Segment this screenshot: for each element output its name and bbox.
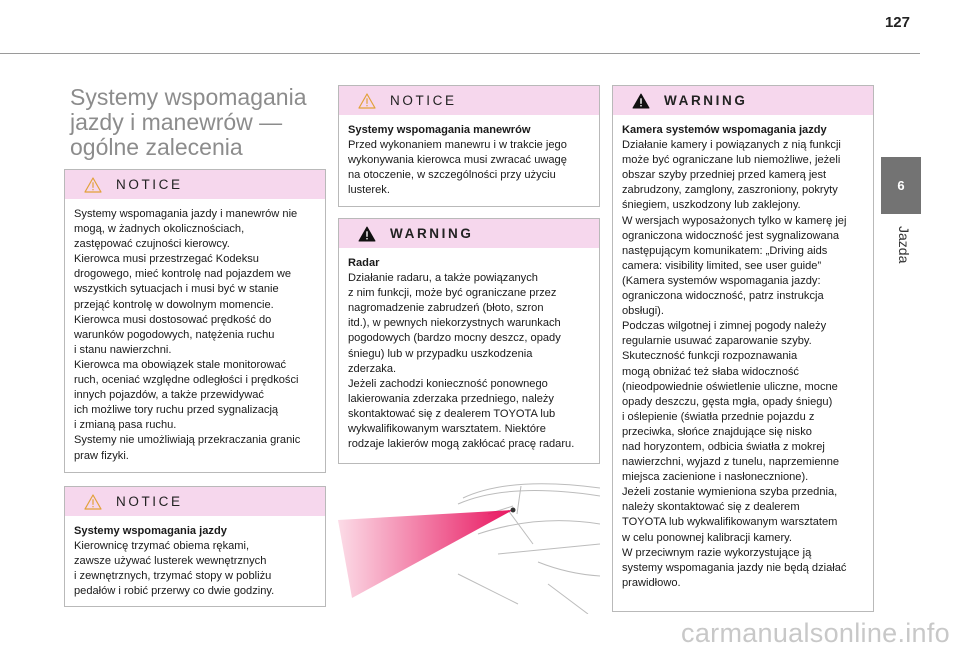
text-line: Skuteczność funkcji rozpoznawania (622, 350, 798, 363)
caution-triangle-outline-icon (84, 177, 102, 193)
notice-label: NOTICE (116, 177, 183, 192)
text-line: drogowego, mieć kontrolę nad pojazdem we (74, 268, 292, 281)
notice-header (339, 86, 599, 115)
text-line: z nim funkcji, może być ograniczane przez (348, 287, 557, 300)
chapter-tab[interactable] (881, 157, 921, 214)
text-line: Kierowca musi przestrzegać Kodeksu (74, 253, 259, 266)
text-line: śniegu) lub w przypadku uszkodzenia (348, 347, 533, 360)
text-line: zderzaka. (348, 362, 397, 375)
chapter-number: 6 (897, 178, 905, 193)
text-line: należy skontaktować się z dealerem (622, 501, 800, 514)
warning-label: WARNING (664, 93, 748, 108)
windshield-outline (458, 484, 600, 614)
text-line: Działanie kamery i powiązanych z nią funkcji (622, 139, 841, 152)
warning-triangle-filled-icon (632, 93, 650, 109)
section-title-line: ogólne zalecenia (70, 134, 243, 160)
text-line: i oślepienie (światła przednie pojazdu z (622, 410, 815, 423)
text-line: mogą, w żadnych okolicznościach, (74, 223, 245, 236)
notice-box-manoeuvring-aids (338, 85, 600, 207)
text-line: ograniczona widoczność, patrz instrukcja (622, 290, 824, 303)
text-line: może być ograniczane lub niemożliwe, jeżeli (622, 154, 841, 167)
text-line: innych pojazdów, a także przewidywać (74, 389, 264, 402)
text-line: W przeciwnym razie wykorzystujące ją (622, 546, 812, 559)
text-line: Systemy wspomagania jazdy (74, 525, 227, 537)
text-line: pogodowych (bardzo mocny deszcz, opady (348, 332, 561, 345)
text-line: prawidłowo. (622, 576, 681, 589)
warning-box-camera (612, 85, 874, 612)
text-line: nawierzchni, wyjazd z tunelu, naprzemienne (622, 456, 840, 469)
text-line: itd.), w pewnych niekorzystnych warunkach (348, 317, 561, 330)
warning-label: WARNING (390, 226, 474, 241)
text-line: (nieodpowiednie oświetlenie uliczne, mocne (622, 380, 838, 393)
text-line: skontaktować się z dealerem TOYOTA lub (348, 407, 556, 420)
warning-box-radar (338, 218, 600, 464)
text-line: Systemy wspomagania manewrów (348, 124, 531, 136)
front-camera-illustration (338, 474, 600, 614)
text-line: zastępować czujności kierowcy. (74, 238, 230, 251)
page-number: 127 (884, 14, 910, 31)
text-line: Systemy wspomagania jazdy i manewrów nie (74, 208, 298, 220)
text-line: obszar szyby przedniej przed kamerą jest (622, 169, 827, 182)
notice-box-driving-aids-general (64, 169, 326, 473)
text-line: i stanu nawierzchni. (74, 343, 172, 356)
caution-triangle-outline-icon (358, 93, 376, 109)
text-line: i zewnętrznych, trzymać stopy w pobliżu (74, 570, 272, 583)
section-title-line: Systemy wspomagania (70, 84, 307, 110)
notice-label: NOTICE (116, 494, 183, 509)
text-line: lusterek. (348, 184, 390, 197)
text-line: następującym komunikatem: „Driving aids (622, 244, 828, 257)
text-line: w celu ponownej kalibracji kamery. (622, 531, 792, 544)
text-line: TOYOTA lub wykwalifikowanym warsztatem (622, 516, 838, 529)
text-line: camera: visibility limited, see user guide” (622, 259, 822, 272)
notice-box-driving-aids (64, 486, 326, 607)
text-line: obsługi). (622, 305, 664, 318)
warning-header (613, 86, 873, 115)
chapter-label (888, 226, 914, 286)
warning-body (613, 115, 873, 599)
caution-triangle-outline-icon (84, 494, 102, 510)
text-line: pedałów i robić przerwy co dwie godziny. (74, 585, 275, 598)
text-line: rodzaje lakierów mogą zakłócać pracę radaru. (348, 438, 575, 451)
text-line: Przed wykonaniem manewru i w trakcie jego (348, 139, 567, 152)
text-line: nagromadzenie zabrudzeń (błoto, szron (348, 302, 544, 315)
notice-header (65, 487, 325, 516)
watermark: carmanualsonline.info (681, 618, 950, 648)
text-line: przeciwka, słońce znajdujące się nisko (622, 425, 812, 438)
text-line: W wersjach wyposażonych tylko w kamerę jej (622, 214, 847, 227)
text-line: Podczas wilgotnej i zimnej pogody należy (622, 320, 827, 333)
text-line: i zmianą pasa ruchu. (74, 419, 177, 432)
notice-body (339, 115, 599, 206)
text-line: Jeżeli zachodzi konieczność ponownego (348, 377, 548, 390)
notice-label: NOTICE (390, 93, 457, 108)
text-line: Działanie radaru, a także powiązanych (348, 272, 538, 285)
text-line: ich możliwe tory ruchu przed sygnalizacją (74, 404, 279, 417)
text-line: mogą obniżać też słaba widoczność (622, 365, 799, 378)
text-line: warunków pogodowych, natężenia ruchu (74, 328, 275, 341)
text-line: Radar (348, 257, 380, 269)
text-line: śniegiem, uszkodzony lub zaklejony. (622, 199, 801, 212)
text-line: regularnie usuwać zaparowanie szyby. (622, 335, 812, 348)
text-line: nad horyzontem, odbicia światła z mokrej (622, 440, 825, 453)
text-line: praw fizyki. (74, 449, 129, 462)
section-title-line: jazdy i manewrów — (70, 109, 283, 135)
text-line: lakierowania zderzaka przedniego, należy (348, 392, 554, 405)
text-line: opady deszczu, gęsta mgła, opady śniegu) (622, 395, 833, 408)
text-line: Kierowca ma obowiązek stale monitorować (74, 358, 287, 371)
header-divider (0, 53, 920, 54)
text-line: Systemy nie umożliwiają przekraczania granic (74, 434, 301, 447)
warning-triangle-filled-icon (358, 226, 376, 242)
text-line: Kierownicę trzymać obiema rękami, (74, 540, 250, 553)
text-line: na otoczenie, w szczególności przy użyciu (348, 169, 556, 182)
text-line: systemy wspomagania jazdy nie będą działać (622, 561, 847, 574)
section-title (70, 85, 325, 160)
text-line: (Kamera systemów wspomagania jazdy: (622, 274, 821, 287)
chapter-name: Jazda (896, 226, 912, 264)
text-line: miejsca zacienione i nasłonecznione). (622, 471, 809, 484)
text-line: wykonywania kierowca musi zwracać uwagę (348, 154, 567, 167)
notice-body (65, 516, 325, 607)
text-line: zabrudzony, zamglony, zaszroniony, pokryty (622, 184, 838, 197)
text-line: ograniczona widoczność jest sygnalizowana (622, 229, 840, 242)
text-line: Kamera systemów wspomagania jazdy (622, 124, 827, 136)
text-line: Kierowca musi dostosować prędkość do (74, 313, 272, 326)
text-line: zawsze używać lusterek wewnętrznych (74, 555, 267, 568)
camera-beam (338, 510, 513, 598)
text-line: Jeżeli zostanie wymieniona szyba przednia, (622, 486, 838, 499)
text-line: ruch, oceniać względne odległości i prędkości (74, 374, 299, 387)
notice-header (65, 170, 325, 199)
text-line: przejąć kontrolę w dowolnym momencie. (74, 298, 274, 311)
text-line: wykwalifikowanym warsztatem. Niektóre (348, 423, 546, 436)
warning-body (339, 248, 599, 460)
camera-icon (511, 508, 516, 513)
text-line: wszystkich sytuacjach i musi być w stanie (74, 283, 279, 296)
notice-body (65, 199, 325, 472)
warning-header (339, 219, 599, 248)
